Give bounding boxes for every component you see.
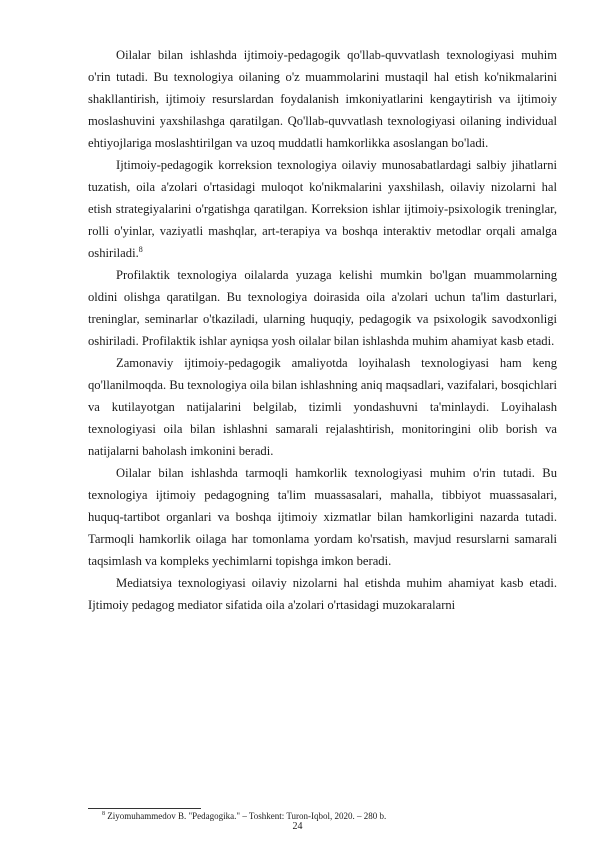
footnote-text: Ziyomuhammedov B. "Pedagogika." – Toshkent: Turon-Iqbol, 2020. – 280 b. (107, 811, 387, 821)
paragraph-4: Zamonaviy ijtimoiy-pedagogik amaliyotda loyihalash texnologiyasi ham keng qo'llanilmoqda. Bu texnologiya oila bilan ishlashning aniq maqsadlari, vazifalari, bosqichlari va kutilayotgan natijalarini belgilab, tizimli yondashuvni ta'minlaydi. Loyihalash texnologiyasi oila bilan ishlashni samarali rejalashtirish, monitoringini olib borish va natijalarni baholash imkonini beradi. (88, 356, 557, 458)
paragraph-1: Oilalar bilan ishlashda ijtimoiy-pedagogik qo'llab-quvvatlash texnologiyasi muhim o'rin tutadi. Bu texnologiya oilaning o'z muammolarini mustaqil hal etish ko'nikmalarini shakllantirish, ijtimoiy resurslardan foydalanish imkoniyatlarini kengaytirish va ijtimoiy moslashuvini yaxshilashga qaratilgan. Qo'llab-quvvatlash texnologiyasi oilaning individual ehtiyojlariga moslashtirilgan va uzoq muddatli hamkorlikka asoslangan bo'ladi. (88, 48, 557, 150)
paragraph-2-text: Ijtimoiy-pedagogik korreksion texnologiya oilaviy munosabatlardagi salbiy jihatlarni tuzatish, oila a'zolari o'rtasidagi muloqot ko'nikmalarini yaxshilash, oilaviy nizolarni hal etish strategiyalarini o'rgatishga qaratilgan. Korreksion ishlar ijtimoiy-psixologik treninglar, rolli o'yinlar, vaziyatli mashqlar, art-terapiya va boshqa interaktiv metodlar orqali amalga oshiriladi. (88, 158, 557, 260)
paragraph-2 (88, 154, 557, 264)
footnote-reference: 8 (138, 244, 143, 254)
page-body (88, 44, 557, 616)
paragraph-3: Profilaktik texnologiya oilalarda yuzaga kelishi mumkin bo'lgan muammolarning oldini olishga qaratilgan. Bu texnologiya doirasida oila a'zolari uchun ta'lim dasturlari, treninglar, seminarlar o'tkaziladi, ularning huquqiy, pedagogik va psixologik savodxonligi oshiriladi. Profilaktik ishlar ayniqsa yosh oilalar bilan ishlashda muhim ahamiyat kasb etadi. (88, 268, 557, 348)
page-number: 24 (292, 821, 303, 832)
paragraph-6: Mediatsiya texnologiyasi oilaviy nizolarni hal etishda muhim ahamiyat kasb etadi. Ijtimoiy pedagog mediator sifatida oila a'zolari o'rtasidagi muzokaralarni (88, 576, 557, 612)
footnote-marker: 8 (102, 811, 105, 817)
footnote-divider (88, 808, 201, 809)
paragraph-5: Oilalar bilan ishlashda tarmoqli hamkorlik texnologiyasi muhim o'rin tutadi. Bu texnologiya ijtimoiy pedagogning ta'lim muassasalari, mahalla, tibbiyot muassasalari, huquq-tartibot organlari va boshqa ijtimoiy xizmatlar bilan hamkorligini nazarda tutadi. Tarmoqli hamkorlik oilaga har tomonlama yordam ko'rsatish, mavjud resurslarni samarali taqsimlash va kompleks yechimlarni topishga imkon beradi. (88, 466, 557, 568)
